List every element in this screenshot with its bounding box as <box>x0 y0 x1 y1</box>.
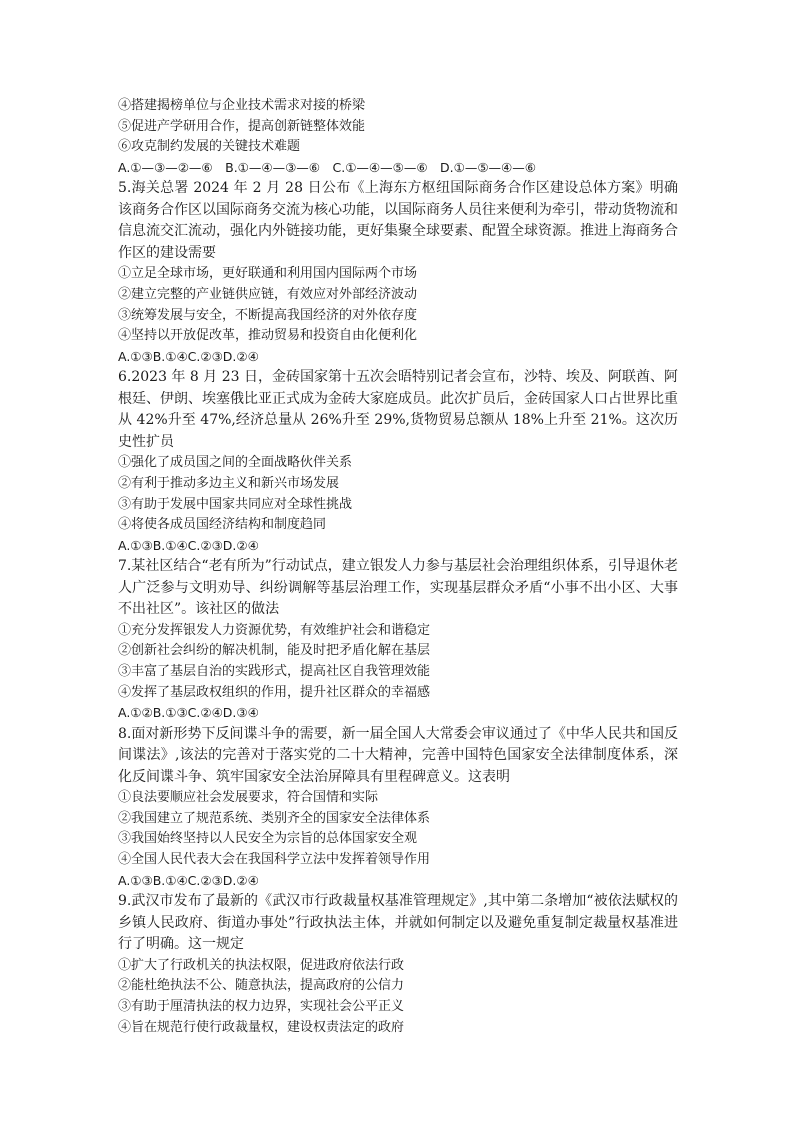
option: ⑤促进产学研用合作，提高创新链整体效能 <box>118 118 366 134</box>
question-stem: 9.武汉市发布了最新的《武汉市行政裁量权基准管理规定》,其中第二条增加“被依法赋权的乡镇人民政府、街道办事处”行政执法主体，并就如何制定以及避免重复制定裁量权基准进行了明确。这一规定 <box>118 893 678 953</box>
option: ②能杜绝执法不公、随意执法，提高政府的公信力 <box>118 978 405 994</box>
question-5 <box>118 178 678 367</box>
option: ④全国人民代表大会在我国科学立法中发挥着领导作用 <box>118 852 431 868</box>
question-8 <box>118 724 678 891</box>
option: ①充分发挥银发人力资源优势，有效维护社会和谐稳定 <box>118 622 431 638</box>
option: ④将使各成员国经济结构和制度趋同 <box>118 517 327 533</box>
question-stem: 7.某社区结合“老有所为”行动试点，建立银发人力参与基层社会治理组织体系，引导退休老人广泛参与文明劝导、纠纷调解等基层治理工作，实现基层群众矛盾“小事不出小区、大事不出社区”。该社区的做法 <box>118 558 678 618</box>
question-4-tail <box>118 96 678 178</box>
option: ①良法要顺应社会发展要求，符合国情和实际 <box>118 790 379 806</box>
option: ③有助于发展中国家共同应对全球性挑战 <box>118 496 353 512</box>
answer-choices: A.①③B.①④C.②③D.②④ <box>118 537 259 553</box>
answer-choices: A.①—③—②—⑥ B.①—④—③—⑥ C.①—④—⑤—⑥ D.①—⑤—④—⑥ <box>118 159 536 175</box>
question-stem: 5.海关总署 2024 年 2 月 28 日公布《上海东方枢纽国际商务合作区建设总体方案》明确该商务合作区以国际商务交流为核心功能，以国际商务人员往来便利为牵引，带动货物流和信息流交汇流动，强化内外链接功能，更好集聚全球要素、配置全球资源。推进上海商务合作区的建设需要 <box>118 180 678 261</box>
option: ①强化了成员国之间的全面战略伙伴关系 <box>118 455 353 471</box>
answer-choices: A.①③B.①④C.②③D.②④ <box>118 348 259 364</box>
option: ③有助于厘清执法的权力边界，实现社会公平正义 <box>118 998 405 1014</box>
question-7 <box>118 556 678 723</box>
option: ③统筹发展与安全，不断提高我国经济的对外依存度 <box>118 307 418 323</box>
exam-content <box>118 96 678 1038</box>
option: ④搭建揭榜单位与企业技术需求对接的桥梁 <box>118 98 366 113</box>
answer-choices: A.①②B.①③C.②④D.③④ <box>118 705 259 721</box>
option: ③我国始终坚持以人民安全为宗旨的总体国家安全观 <box>118 831 418 847</box>
question-stem: 8.面对新形势下反间谍斗争的需要，新一届全国人大常委会审议通过了《中华人民共和国反间谍法》,该法的完善对于落实党的二十大精神，完善中国特色国家安全法律制度体系，深化反间谍斗争、筑牢国家安全法治屏障具有里程碑意义。这表明 <box>118 725 678 785</box>
question-9 <box>118 891 678 1038</box>
option: ④坚持以开放促改革，推动贸易和投资自由化便利化 <box>118 328 418 344</box>
question-6 <box>118 367 678 556</box>
option: ②创新社会纠纷的解决机制，能及时把矛盾化解在基层 <box>118 643 431 659</box>
option: ⑥攻克制约发展的关键技术难题 <box>118 139 301 155</box>
option: ②建立完整的产业链供应链，有效应对外部经济波动 <box>118 286 418 302</box>
option: ③丰富了基层自治的实践形式，提高社区自我管理效能 <box>118 664 431 679</box>
option: ④发挥了基层政权组织的作用，提升社区群众的幸福感 <box>118 684 431 700</box>
option: ①扩大了行政机关的执法权限，促进政府依法行政 <box>118 957 405 973</box>
option: ④旨在规范行使行政裁量权，建设权责法定的政府 <box>118 1019 405 1035</box>
option: ①立足全球市场，更好联通和利用国内国际两个市场 <box>118 266 418 282</box>
answer-choices: A.①③B.①④C.②③D.②④ <box>118 872 259 888</box>
option: ②我国建立了规范系统、类别齐全的国家安全法律体系 <box>118 810 431 826</box>
option: ②有利于推动多边主义和新兴市场发展 <box>118 475 340 491</box>
question-stem: 6.2023 年 8 月 23 日，金砖国家第十五次会晤特别记者会宣布，沙特、埃及、阿联酋、阿根廷、伊朗、埃塞俄比亚正式成为金砖大家庭成员。此次扩员后，金砖国家人口占世界比重从 42%升至 47%,经济总量从 26%升至 29%,货物贸易总额从 18%上升至 21%。这次历史性扩员 <box>118 369 678 450</box>
